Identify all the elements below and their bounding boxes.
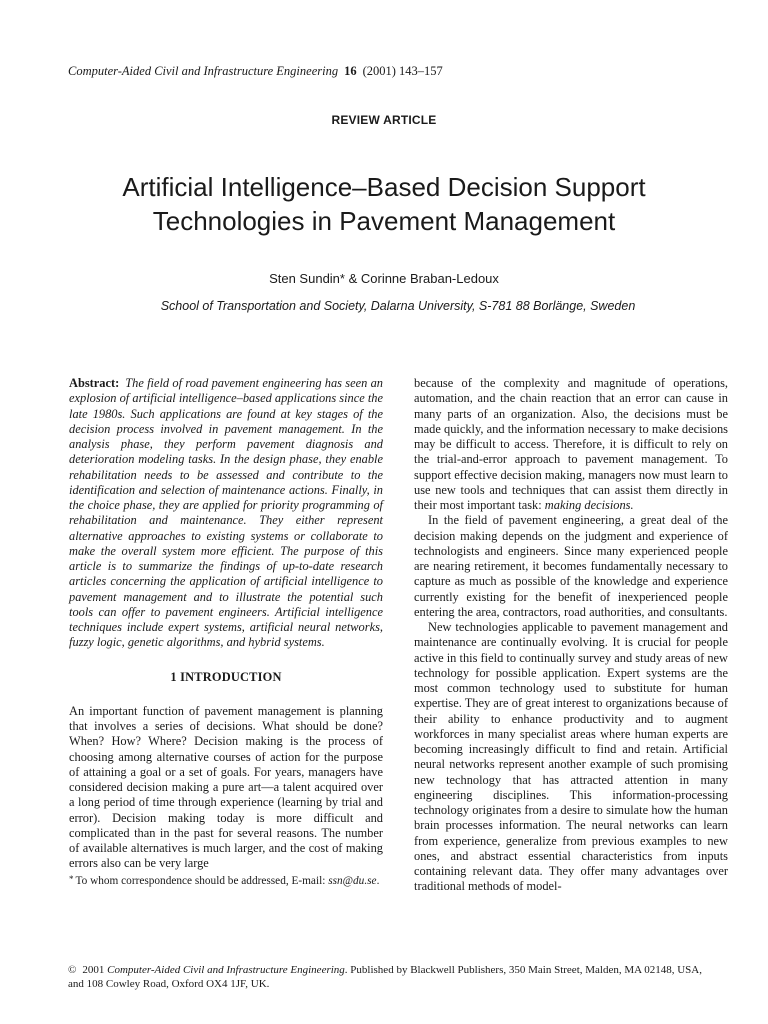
right-column <box>414 376 728 895</box>
copyright-journal: Computer-Aided Civil and Infrastructure Engineering <box>107 964 345 976</box>
left-column <box>69 376 383 888</box>
body-paragraph-1 <box>414 376 728 513</box>
section-heading: 1 INTRODUCTION <box>170 669 282 684</box>
page-title <box>60 170 708 238</box>
title-line-2: Technologies in Pavement Management <box>152 206 616 236</box>
footnote-marker: * <box>69 873 74 884</box>
abstract-text: The field of road pavement engineering has seen an explosion of artificial intelligence–based applications since the late 1980s. Such applications are found at key stages of the decision process involved in pavement management. In the analysis phase, they perform pavement diagnosis and deterioration modeling tasks. In the design phase, they enable rehabilitation needs to be assessed and contribute to the identification and selection of maintenance actions. Finally, in the choice phase, they are applied for priority programming of rehabilitation and maintenance. They either represent alternative approaches to existing systems or collaborate to make the overall system more efficient. The purpose of this article is to summarize the findings of up-to-date research articles concerning the application of artificial intelligence to pavement management and to illustrate the potential such tools can offer to pavement engineers. Artificial intelligence techniques include expert systems, artificial neural networks, fuzzy logic, genetic algorithms, and hybrid systems. <box>69 376 383 650</box>
body-paragraph-2: In the field of pavement engineering, a great deal of the decision making depends on the judgment and experience of technologists and engineers. Since many experienced people are nearing retirement, it becomes fundamentally necessary to capture as much as possible of the knowledge and experience currently existing for the benefit of inexperienced people entering the area, contractors, road authorities, and consultants. <box>414 513 728 619</box>
correspondence-footnote <box>69 872 383 888</box>
volume-number: 16 <box>344 64 357 78</box>
year-pages: (2001) 143–157 <box>362 64 443 78</box>
copyright-year: 2001 <box>82 964 105 976</box>
footnote-text: To whom correspondence should be addressed, E-mail: <box>75 874 326 887</box>
paragraph-1-text: because of the complexity and magnitude of operations, automation, and the chain reaction that an error can cause in many parts of an organization. Also, the decisions must be made quickly, and the information necessary to make decisions may be difficult to access. Therefore, it is difficult to rely on the trial-and-error approach to pavement management. To support effective decision making, managers now must learn to use new tools and techniques that can assist them directly in their most important task: <box>414 376 728 512</box>
authors: Sten Sundin* & Corinne Braban-Ledoux <box>269 271 499 286</box>
intro-paragraph: An important function of pavement management is planning that involves a series of decisions. What should be done? When? How? Where? Decision making is the process of choosing among alternative courses of action for the purpose of attaining a goal or a set of goals. For years, managers have considered decision making a pure art—a talent acquired over a long period of time through experience (learning by trial and error). Decision making today is more difficult and complicated than in the past for several reasons. The number of available alternatives is much larger, and the cost of making errors also can be very large <box>69 703 383 871</box>
copyright-address: and 108 Cowley Road, Oxford OX4 1JF, UK. <box>68 978 270 990</box>
copyright-notice <box>68 963 708 991</box>
journal-name: Computer-Aided Civil and Infrastructure Engineering <box>68 64 339 78</box>
footnote-email: ssn@du.se <box>328 874 377 887</box>
body-paragraph-3: New technologies applicable to pavement management and maintenance are continually evolving. It is crucial for people active in this field to continually survey and study areas of new technology for possible application. Expert systems are the most common technology used to substitute for human expertise. They are of great interest to organizations because of their ability to enhance productivity and to augment workforces in many specialist areas where human experts are becoming increasingly difficult to find and retain. Artificial neural networks represent another example of such promising new technology that has attracted attention in many engineering disciplines. This information-processing technology originates from a desire to simulate how the human brain processes information. The neural networks can learn from experience, generalize from previous examples to new ones, and abstract essential characteristics from inputs containing relevant data. They offer many advantages over traditional methods of model- <box>414 620 728 894</box>
article-type: REVIEW ARTICLE <box>331 113 437 127</box>
copyright-publisher: . Published by Blackwell Publishers, 350 Main Street, Malden, MA 02148, USA, <box>344 964 702 976</box>
running-head <box>68 64 443 79</box>
emphasis-making-decisions: making decisions. <box>544 498 634 512</box>
title-line-1: Artificial Intelligence–Based Decision Support <box>122 172 646 202</box>
affiliation: School of Transportation and Society, Dalarna University, S-781 88 Borlänge, Sweden <box>160 299 636 313</box>
abstract <box>69 376 383 651</box>
footnote-end: . <box>376 874 380 887</box>
abstract-label: Abstract: <box>69 376 120 390</box>
copyright-symbol: © <box>68 964 77 976</box>
